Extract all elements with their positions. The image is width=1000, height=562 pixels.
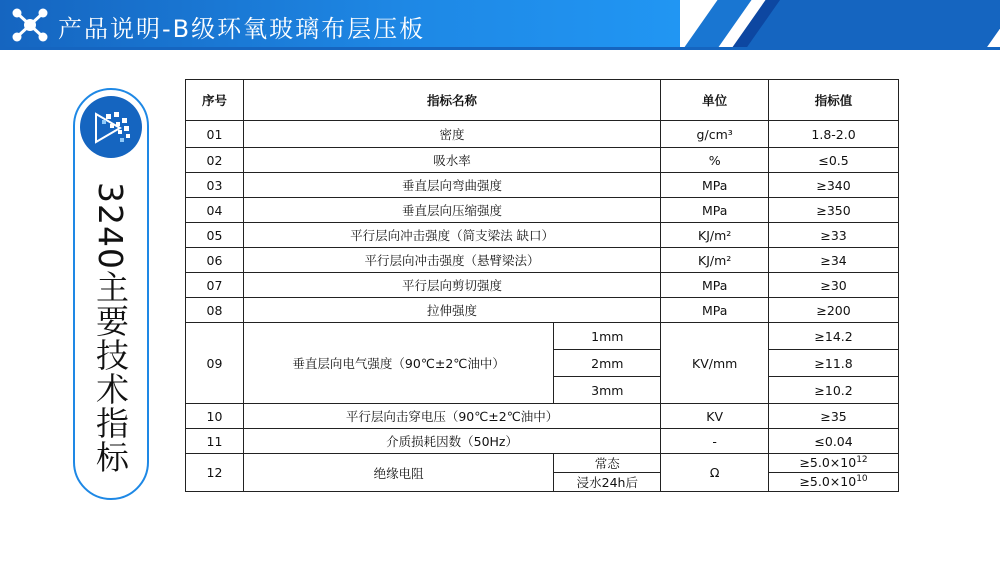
- table-row: [186, 198, 899, 223]
- side-vertical-label: 3240主要技术指标: [91, 182, 130, 474]
- cell-value: ≥340: [769, 173, 899, 198]
- cell-no: 06: [186, 248, 244, 273]
- cell-unit: -: [661, 429, 769, 454]
- cell-name: 平行层向剪切强度: [243, 273, 660, 298]
- table-row: [186, 173, 899, 198]
- cell-name: 垂直层向压缩强度: [243, 198, 660, 223]
- cell-unit: Ω: [661, 454, 769, 492]
- cell-no: 01: [186, 121, 244, 148]
- cell-name: 绝缘电阻: [243, 454, 553, 492]
- cell-no: 02: [186, 148, 244, 173]
- col-header-name: 指标名称: [243, 80, 660, 121]
- table-header-row: [186, 80, 899, 121]
- table-row: [186, 298, 899, 323]
- cell-name: 平行层向冲击强度（悬臂梁法）: [243, 248, 660, 273]
- cell-value: ≥34: [769, 248, 899, 273]
- cell-unit: KV: [661, 404, 769, 429]
- cell-unit: KV/mm: [661, 323, 769, 404]
- value-exponent: 10: [856, 474, 868, 485]
- cell-name: 密度: [243, 121, 660, 148]
- table-row: [186, 273, 899, 298]
- col-header-unit: 单位: [661, 80, 769, 121]
- cell-unit: MPa: [661, 273, 769, 298]
- header-right-block: [745, 0, 1000, 50]
- cell-value: ≥10.2: [769, 377, 899, 404]
- cell-value: ≥11.8: [769, 350, 899, 377]
- cell-no: 08: [186, 298, 244, 323]
- table-row: [186, 148, 899, 173]
- cell-name: 垂直层向电气强度（90℃±2℃油中）: [243, 323, 553, 404]
- table-row: [186, 248, 899, 273]
- value-base: ≥5.0×10: [799, 474, 857, 490]
- cell-name: 介质损耗因数（50Hz）: [243, 429, 660, 454]
- table-row: [186, 404, 899, 429]
- cell-value: ≥350: [769, 198, 899, 223]
- col-header-no: 序号: [186, 80, 244, 121]
- cell-name: 平行层向击穿电压（90℃±2℃油中）: [243, 404, 660, 429]
- cell-value: ≥35: [769, 404, 899, 429]
- table-row: [186, 454, 899, 473]
- cell-no: 03: [186, 173, 244, 198]
- cell-no: 10: [186, 404, 244, 429]
- cell-name: 平行层向冲击强度（简支梁法 缺口）: [243, 223, 660, 248]
- cell-value: ≥14.2: [769, 323, 899, 350]
- value-exponent: 12: [856, 455, 868, 466]
- cell-unit: g/cm³: [661, 121, 769, 148]
- cell-no: 09: [186, 323, 244, 404]
- cell-thickness: 1mm: [554, 323, 661, 350]
- cell-condition: 浸水24h后: [554, 473, 661, 492]
- cell-value: [769, 454, 899, 473]
- cell-no: 07: [186, 273, 244, 298]
- col-header-value: 指标值: [769, 80, 899, 121]
- cell-value: ≥30: [769, 273, 899, 298]
- cell-no: 11: [186, 429, 244, 454]
- cell-value: ≤0.04: [769, 429, 899, 454]
- cell-unit: MPa: [661, 198, 769, 223]
- cell-unit: KJ/m²: [661, 248, 769, 273]
- spec-table: [185, 79, 899, 492]
- cell-name: 拉伸强度: [243, 298, 660, 323]
- header-underline: [0, 47, 1000, 50]
- cell-no: 04: [186, 198, 244, 223]
- cell-thickness: 2mm: [554, 350, 661, 377]
- cell-name: 吸水率: [243, 148, 660, 173]
- cell-unit: MPa: [661, 173, 769, 198]
- cell-unit: KJ/m²: [661, 223, 769, 248]
- cell-value: [769, 473, 899, 492]
- table-row: [186, 429, 899, 454]
- cell-condition: 常态: [554, 454, 661, 473]
- table-row: [186, 223, 899, 248]
- cell-unit: %: [661, 148, 769, 173]
- table-row: [186, 121, 899, 148]
- cell-name: 垂直层向弯曲强度: [243, 173, 660, 198]
- cell-value: 1.8-2.0: [769, 121, 899, 148]
- molecule-icon: [10, 6, 50, 44]
- cell-no: 05: [186, 223, 244, 248]
- header-banner: [0, 0, 1000, 50]
- cell-thickness: 3mm: [554, 377, 661, 404]
- cell-unit: MPa: [661, 298, 769, 323]
- cell-value: ≥200: [769, 298, 899, 323]
- dataflow-icon: [80, 96, 142, 158]
- page-title: 产品说明-B级环氧玻璃布层压板: [58, 15, 426, 43]
- cell-value: ≤0.5: [769, 148, 899, 173]
- cell-value: ≥33: [769, 223, 899, 248]
- value-base: ≥5.0×10: [799, 455, 857, 471]
- cell-no: 12: [186, 454, 244, 492]
- table-row: [186, 323, 899, 350]
